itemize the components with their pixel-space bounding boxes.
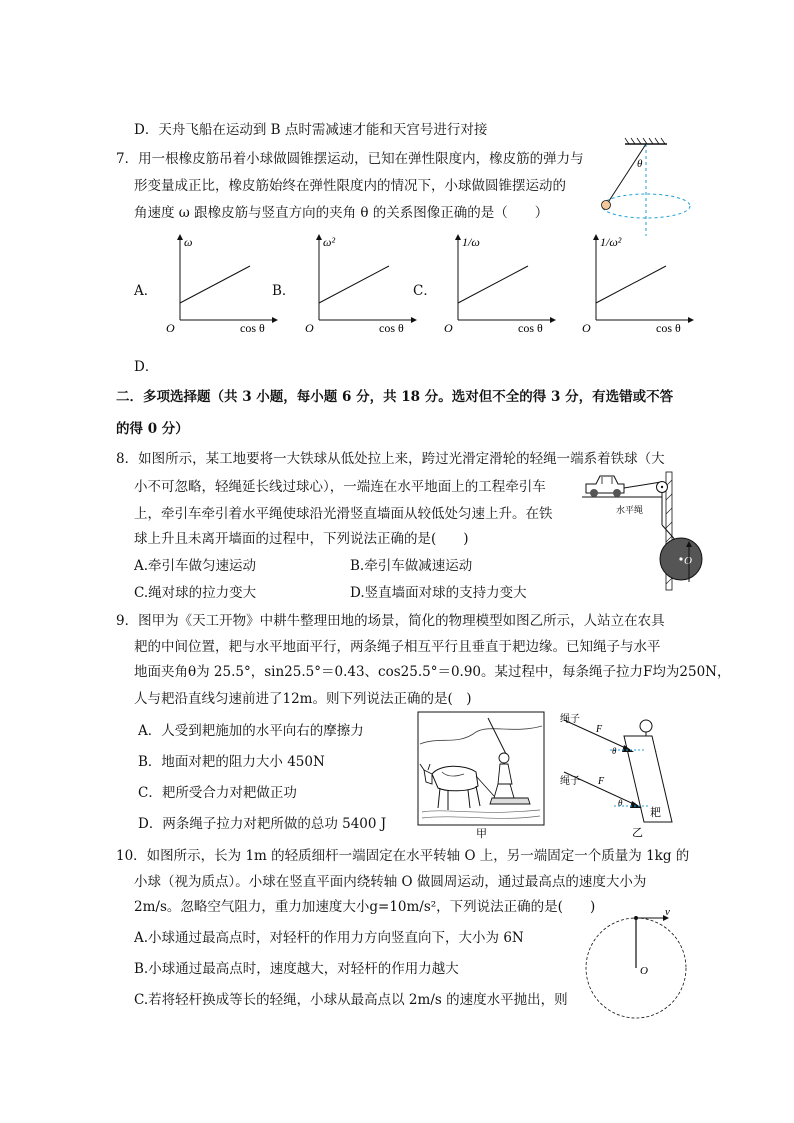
q9-fig-force-top: F [596, 724, 603, 735]
q9-option-a: A．人受到耙施加的水平向右的摩擦力 [138, 723, 364, 739]
q7-conical-pendulum-figure [595, 136, 695, 246]
q10-option-b: B.小球通过最高点时，速度越大，对轻杆的作用力越大 [134, 961, 459, 977]
q10-circle-rod-figure [585, 908, 695, 1020]
graph-c-y-label: 1/ω [462, 235, 480, 249]
graph-d-y-label: 1/ω² [600, 235, 622, 249]
q7-line-2: 形变量成正比，橡皮筋始终在弹性限度内的情况下，小球做圆锥摆运动的 [134, 178, 566, 194]
q10-option-a: A.小球通过最高点时，对轻杆的作用力方向竖直向下，大小为 6N [134, 930, 524, 946]
q7-fig-theta: θ [637, 158, 643, 170]
section-2-heading-line-1: 二．多项选择题（共 3 小题，每小题 6 分，共 18 分。选对但不全的得 3 分，有选错或不答 [116, 389, 674, 405]
q8-option-b: B.牵引车做减速运动 [350, 558, 473, 574]
q8-line-2: 小不可忽略，轻绳延长线过球心），一端连在水平地面上的工程牵引车 [134, 479, 546, 495]
q9-line-2: 耙的中间位置，耙与水平地面平行，两条绳子相互平行且垂直于耙边缘。已知绳子与水平 [134, 639, 661, 655]
q9-option-d: D．两条绳子拉力对耙所做的总功 5400 J [138, 816, 387, 832]
graph-d-origin: O [582, 321, 591, 335]
q7-option-b: B． [272, 283, 296, 299]
q9-option-c: C．耙所受合力对耙做正功 [138, 785, 297, 801]
tow-truck-icon [586, 476, 624, 497]
q7-graph-a [158, 232, 278, 337]
q8-pulley-figure [582, 470, 692, 590]
q9-fig-theta-bottom: θ [618, 798, 623, 808]
q8-line-1: 8．如图所示，某工地要将一大铁球从低处拉上来，跨过光滑定滑轮的轻绳一端系着铁球（大 [116, 451, 665, 467]
q9-model-figure [552, 712, 702, 840]
q9-fig-force-bottom: F [598, 776, 605, 787]
q9-line-3: 地面夹角θ为 25.5°，sin25.5°＝0.43、cos25.5°＝0.90。某过程中，每条绳子拉力F均为250N， [134, 664, 731, 680]
graph-a-y-label: ω [184, 235, 193, 249]
q10-line-2: 小球（视为质点）。小球在竖直平面内绕转轴 O 做圆周运动，通过最高点的速度大小为 [134, 874, 647, 890]
graph-b-x-label: cos θ [379, 321, 404, 335]
graph-a-x-label: cos θ [240, 321, 265, 335]
q9-fig-rope-label-top: 绳子 [560, 714, 580, 725]
q8-fig-rope-label: 水平绳 [616, 505, 644, 515]
q7-graph-d [574, 232, 694, 337]
q7-line-1: 7．用一根橡皮筋吊着小球做圆锥摆运动，已知在弹性限度内，橡皮筋的弹力与 [116, 151, 584, 167]
graph-a-origin: O [166, 321, 175, 335]
q8-line-3: 上，牵引车牵引着水平绳使球沿光滑竖直墙面从较低处匀速上升。在铁 [134, 506, 553, 522]
q9-fig-caption-a: 甲 [476, 828, 487, 840]
q10-fig-v: v [665, 906, 670, 918]
q9-fig-theta-top: θ [612, 746, 617, 756]
graph-b-y-label: ω² [323, 235, 336, 249]
q10-fig-center-o: O [640, 965, 648, 977]
q7-option-a: A． [134, 283, 158, 299]
q8-option-c: C.绳对球的拉力变大 [134, 585, 257, 601]
q9-fig-rake-label: 耙 [650, 807, 661, 819]
q8-line-4: 球上升且未离开墙面的过程中，下列说法正确的是( ) [134, 531, 469, 547]
q10-line-1: 10．如图所示，长为 1m 的轻质细杆一端固定在水平转轴 O 上，另一端固定一个质量为 1kg 的 [116, 848, 690, 864]
q7-line-3: 角速度 ω 跟橡皮筋与竖直方向的夹角 θ 的关系图像正确的是（ ） [134, 205, 549, 221]
q10-option-c: C.若将轻杆换成等长的轻绳，小球从最高点以 2m/s 的速度水平抛出，则 [134, 992, 568, 1008]
q7-graph-c [436, 232, 556, 337]
q9-fig-rope-label-bottom: 绳子 [560, 776, 580, 787]
q9-ox-plowing-picture [418, 712, 544, 838]
q7-option-c: C． [413, 283, 437, 299]
q10-line-3: 2m/s。忽略空气阻力，重力加速度大小g=10m/s²，下列说法正确的是( ) [134, 899, 596, 915]
q9-line-4: 人与耙沿直线匀速前进了12m。则下列说法正确的是( ) [134, 691, 472, 707]
section-2-heading-line-2: 的得 0 分） [116, 421, 189, 437]
q8-option-d: D.竖直墙面对球的支持力变大 [350, 585, 527, 601]
graph-d-x-label: cos θ [656, 321, 681, 335]
q9-fig-caption-b: 乙 [632, 827, 643, 839]
graph-b-origin: O [305, 321, 314, 335]
q7-graph-b [297, 232, 417, 337]
graph-c-origin: O [444, 321, 453, 335]
q8-fig-center-o: O [684, 555, 692, 567]
graph-c-x-label: cos θ [518, 321, 543, 335]
q9-line-1: 9．图甲为《天工开物》中耕牛整理田地的场景，简化的物理模型如图乙所示，人站立在农具 [116, 613, 665, 629]
q6-option-d: D．天舟飞船在运动到 B 点时需减速才能和天宫号进行对接 [134, 122, 488, 138]
q7-option-d: D． [134, 359, 159, 375]
q8-option-a: A.牵引车做匀速运动 [134, 558, 257, 574]
q9-option-b: B．地面对耙的阻力大小 450N [138, 754, 325, 770]
